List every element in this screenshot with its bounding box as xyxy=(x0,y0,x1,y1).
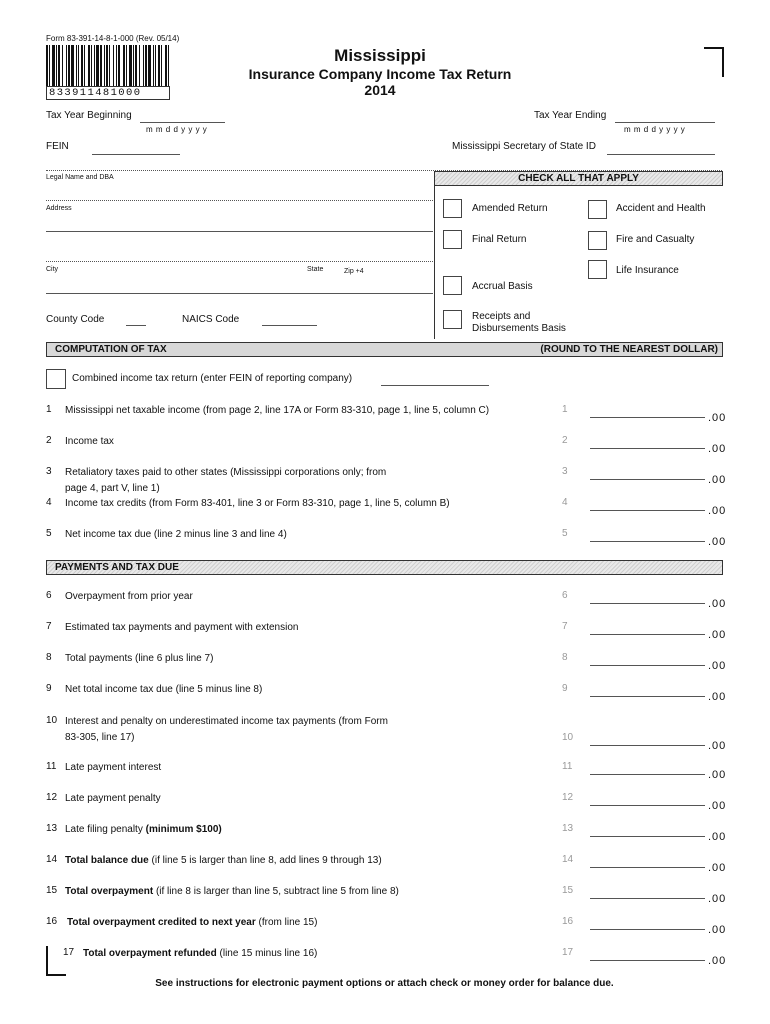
line-description xyxy=(65,527,287,543)
barcode-bar xyxy=(155,45,156,87)
barcode-bar xyxy=(49,45,50,87)
barcode-bar xyxy=(109,45,110,87)
barcode-bar xyxy=(129,45,132,87)
line-number: 13 xyxy=(46,823,58,834)
receipts-basis-checkbox[interactable] xyxy=(443,310,462,329)
barcode-bar xyxy=(78,45,79,87)
line-cents: .00 xyxy=(708,629,727,641)
barcode-bar xyxy=(46,45,48,87)
line-amount-input[interactable] xyxy=(590,745,705,746)
line-description xyxy=(65,760,161,776)
title-state: Mississippi xyxy=(334,46,426,65)
line-ref-number: 15 xyxy=(562,885,574,896)
line-ref-number: 8 xyxy=(562,652,568,663)
line-amount-input[interactable] xyxy=(590,541,705,542)
line-description xyxy=(65,496,450,512)
line-cents: .00 xyxy=(708,691,727,703)
amended-return-label: Amended Return xyxy=(472,203,548,214)
line-cents: .00 xyxy=(708,800,727,812)
line-number: 12 xyxy=(46,792,58,803)
fire-casualty-checkbox[interactable] xyxy=(588,231,607,250)
line-text: 83-305, line 17) xyxy=(65,732,135,743)
barcode-number: 833911481000 xyxy=(46,86,170,100)
barcode-bar xyxy=(168,45,169,87)
line-ref-number: 14 xyxy=(562,854,574,865)
corner-mark-top-right xyxy=(704,47,724,77)
city-label: City xyxy=(46,266,59,273)
fein-input[interactable] xyxy=(92,154,180,155)
line-amount-input[interactable] xyxy=(590,448,705,449)
line-amount-input[interactable] xyxy=(590,696,705,697)
line-ref-number: 13 xyxy=(562,823,574,834)
computation-header xyxy=(46,342,723,357)
line-cents: .00 xyxy=(708,660,727,672)
line-number: 14 xyxy=(46,854,58,865)
line-ref-number: 5 xyxy=(562,528,568,539)
barcode-bar xyxy=(71,45,74,87)
line-text: Net total income tax due (line 5 minus line 8) xyxy=(65,684,263,695)
line-amount-input[interactable] xyxy=(590,898,705,899)
line-cents: .00 xyxy=(708,474,727,486)
title-subtitle: Insurance Company Income Tax Return xyxy=(248,66,512,82)
barcode-bar xyxy=(76,45,77,87)
line-cents: .00 xyxy=(708,862,727,874)
tax-year-beginning-input[interactable] xyxy=(140,122,225,123)
line-description xyxy=(65,682,262,698)
line-text: page 4, part V, line 1) xyxy=(65,483,160,494)
barcode-bar xyxy=(68,45,70,87)
line-number: 7 xyxy=(46,621,52,632)
sos-id-input[interactable] xyxy=(607,154,715,155)
barcode-bar xyxy=(116,45,117,87)
line-text: Income tax xyxy=(65,436,114,447)
line-ref-number: 9 xyxy=(562,683,568,694)
barcode-bar xyxy=(153,45,154,87)
line-cents: .00 xyxy=(708,740,727,752)
line-bold-text: Total overpayment refunded xyxy=(83,948,217,959)
line-cents: .00 xyxy=(708,536,727,548)
line-text: Overpayment from prior year xyxy=(65,591,193,602)
barcode-bar xyxy=(104,45,105,87)
barcode-bar xyxy=(139,45,140,87)
line-description xyxy=(65,791,161,807)
line-number: 6 xyxy=(46,590,52,601)
final-return-checkbox[interactable] xyxy=(443,230,462,249)
date-format-begin: m m d d y y y y xyxy=(146,125,208,134)
line-description xyxy=(65,714,388,746)
tax-year-ending-label: Tax Year Ending xyxy=(534,110,607,121)
line-description xyxy=(65,884,399,900)
life-insurance-checkbox[interactable] xyxy=(588,260,607,279)
line-text: Net income tax due (line 2 minus line 3 and line 4) xyxy=(65,529,287,540)
line-text: Retaliatory taxes paid to other states (Mississippi corporations only; from xyxy=(65,467,387,478)
combined-return-label: Combined income tax return (enter FEIN of reporting company) xyxy=(72,373,353,384)
barcode-bar xyxy=(145,45,147,87)
barcode-bar xyxy=(88,45,90,87)
line-cents: .00 xyxy=(708,831,727,843)
line-bold-text: Total overpayment xyxy=(65,886,154,897)
barcode-bar xyxy=(126,45,127,87)
final-return-label: Final Return xyxy=(472,234,527,245)
line-text: Late filing penalty xyxy=(65,824,146,835)
life-insurance-label: Life Insurance xyxy=(616,265,679,276)
line-ref-number: 4 xyxy=(562,497,568,508)
receipts-basis-line-2: Disbursements Basis xyxy=(472,323,566,334)
line-bold-text: Total balance due xyxy=(65,855,149,866)
barcode-bar xyxy=(84,45,85,87)
line-ref-number: 3 xyxy=(562,466,568,477)
line-amount-input[interactable] xyxy=(590,867,705,868)
barcode-bar xyxy=(135,45,137,87)
line-description xyxy=(65,434,114,450)
amended-return-checkbox[interactable] xyxy=(443,199,462,218)
line-number: 17 xyxy=(63,947,75,958)
line-bold-text: (minimum $100) xyxy=(145,824,222,835)
line-number: 3 xyxy=(46,466,52,477)
barcode-bar xyxy=(81,45,83,87)
line-text: Total payments (line 6 plus line 7) xyxy=(65,653,214,664)
barcode-bar xyxy=(91,45,92,87)
barcode-bar xyxy=(56,45,57,87)
line-description xyxy=(65,589,193,605)
accident-health-label: Accident and Health xyxy=(616,203,706,214)
line-ref-number: 1 xyxy=(562,404,568,415)
accident-health-checkbox[interactable] xyxy=(588,200,607,219)
receipts-basis-line-1: Receipts and xyxy=(472,311,531,322)
barcode-bar xyxy=(66,45,67,87)
barcode-bar xyxy=(143,45,144,87)
line-number: 9 xyxy=(46,683,52,694)
zip-label: Zip +4 xyxy=(344,268,364,275)
date-format-end: m m d d y y y y xyxy=(624,125,686,134)
line-amount-input[interactable] xyxy=(590,836,705,837)
fire-casualty-label: Fire and Casualty xyxy=(616,234,695,245)
address-label: Address xyxy=(46,205,72,212)
legal-name-label: Legal Name and DBA xyxy=(46,174,114,181)
barcode xyxy=(46,45,170,87)
line-bold-text: Total overpayment credited to next year xyxy=(67,917,256,928)
line-cents: .00 xyxy=(708,598,727,610)
title-year: 2014 xyxy=(364,82,396,98)
combined-return-checkbox[interactable] xyxy=(46,369,66,389)
line-description xyxy=(67,915,317,931)
line-ref-number: 10 xyxy=(562,732,574,743)
line-description xyxy=(83,946,317,962)
line-text: Late payment interest xyxy=(65,762,162,773)
line-number: 16 xyxy=(46,916,58,927)
line-number: 8 xyxy=(46,652,52,663)
line-description xyxy=(65,620,298,636)
line-description xyxy=(65,822,222,838)
line-text: (from line 15) xyxy=(255,917,318,928)
county-code-input[interactable] xyxy=(126,325,146,326)
line-number: 1 xyxy=(46,404,52,415)
line-text: Income tax credits (from Form 83-401, line 3 or Form 83-310, page 1, line 5, column B) xyxy=(65,498,450,509)
barcode-bar xyxy=(94,45,95,87)
form-title xyxy=(210,46,550,98)
tax-year-ending-input[interactable] xyxy=(615,122,715,123)
barcode-bar xyxy=(165,45,167,87)
line-ref-number: 2 xyxy=(562,435,568,446)
line-number: 15 xyxy=(46,885,58,896)
barcode-bar xyxy=(148,45,151,87)
barcode-bar xyxy=(158,45,160,87)
line-ref-number: 11 xyxy=(562,761,573,772)
line-cents: .00 xyxy=(708,505,727,517)
line-text: (if line 8 is larger than line 5, subtract line 5 from line 8) xyxy=(153,886,399,897)
line-number: 4 xyxy=(46,497,52,508)
state-label: State xyxy=(307,266,324,273)
line-amount-input[interactable] xyxy=(590,417,705,418)
tax-year-beginning-label: Tax Year Beginning xyxy=(46,110,132,121)
line-amount-input[interactable] xyxy=(590,929,705,930)
barcode-bar xyxy=(113,45,114,87)
line-cents: .00 xyxy=(708,769,727,781)
barcode-bar xyxy=(123,45,125,87)
line-amount-input[interactable] xyxy=(590,665,705,666)
county-code-label: County Code xyxy=(46,314,105,325)
line-cents: .00 xyxy=(708,443,727,455)
footer-note: See instructions for electronic payment options or attach check or money order for balance due. xyxy=(155,978,614,989)
line-amount-input[interactable] xyxy=(590,960,705,961)
line-amount-input[interactable] xyxy=(590,805,705,806)
address-line-2[interactable] xyxy=(46,261,433,262)
city-state-zip-input[interactable] xyxy=(46,293,433,294)
line-text: (line 15 minus line 16) xyxy=(216,948,318,959)
naics-code-label: NAICS Code xyxy=(182,314,240,325)
line-description xyxy=(65,853,382,869)
barcode-bar xyxy=(58,45,60,87)
line-number: 11 xyxy=(46,761,57,772)
line-ref-number: 7 xyxy=(562,621,568,632)
line-text: Estimated tax payments and payment with extension xyxy=(65,622,299,633)
line-amount-input[interactable] xyxy=(590,603,705,604)
check-all-header xyxy=(434,171,723,186)
line-ref-number: 12 xyxy=(562,792,574,803)
receipts-basis-label xyxy=(472,311,566,335)
barcode-bar xyxy=(161,45,162,87)
round-note: (ROUND TO THE NEAREST DOLLAR) xyxy=(540,344,718,355)
accrual-basis-label: Accrual Basis xyxy=(472,281,533,292)
barcode-bar xyxy=(100,45,102,87)
line-text: (if line 5 is larger than line 8, add lines 9 through 13) xyxy=(148,855,382,866)
barcode-bar xyxy=(106,45,108,87)
line-text: Interest and penalty on underestimated income tax payments (from Form xyxy=(65,716,388,727)
line-description xyxy=(65,465,386,497)
fein-label: FEIN xyxy=(46,141,69,152)
address-input[interactable] xyxy=(46,231,433,232)
combined-fein-input[interactable] xyxy=(381,385,489,386)
legal-name-input[interactable] xyxy=(46,200,433,201)
line-number: 5 xyxy=(46,528,52,539)
barcode-bar xyxy=(62,45,63,87)
line-ref-number: 16 xyxy=(562,916,574,927)
line-text: Mississippi net taxable income (from page 2, line 17A or Form 83-310, page 1, line 5, column C) xyxy=(65,405,490,416)
payments-header xyxy=(46,560,723,575)
line-amount-input[interactable] xyxy=(590,634,705,635)
line-cents: .00 xyxy=(708,893,727,905)
line-text: Late payment penalty xyxy=(65,793,161,804)
line-amount-input[interactable] xyxy=(590,479,705,480)
line-number: 10 xyxy=(46,715,58,726)
form-id: Form 83-391-14-8-1-000 (Rev. 05/14) xyxy=(46,34,180,43)
accrual-basis-checkbox[interactable] xyxy=(443,276,462,295)
line-cents: .00 xyxy=(708,412,727,424)
barcode-bar xyxy=(118,45,120,87)
computation-title: COMPUTATION OF TAX xyxy=(55,344,167,355)
line-cents: .00 xyxy=(708,955,727,967)
line-description xyxy=(65,403,489,419)
line-cents: .00 xyxy=(708,924,727,936)
barcode-bar xyxy=(96,45,99,87)
line-ref-number: 17 xyxy=(562,947,574,958)
line-amount-input[interactable] xyxy=(590,774,705,775)
line-description xyxy=(65,651,213,667)
payments-title: PAYMENTS AND TAX DUE xyxy=(55,562,179,573)
naics-code-input[interactable] xyxy=(262,325,317,326)
check-all-title: CHECK ALL THAT APPLY xyxy=(518,173,639,184)
line-number: 2 xyxy=(46,435,52,446)
barcode-bar xyxy=(52,45,55,87)
line-ref-number: 6 xyxy=(562,590,568,601)
barcode-bar xyxy=(133,45,134,87)
line-amount-input[interactable] xyxy=(590,510,705,511)
sos-id-label: Mississippi Secretary of State ID xyxy=(452,141,596,152)
